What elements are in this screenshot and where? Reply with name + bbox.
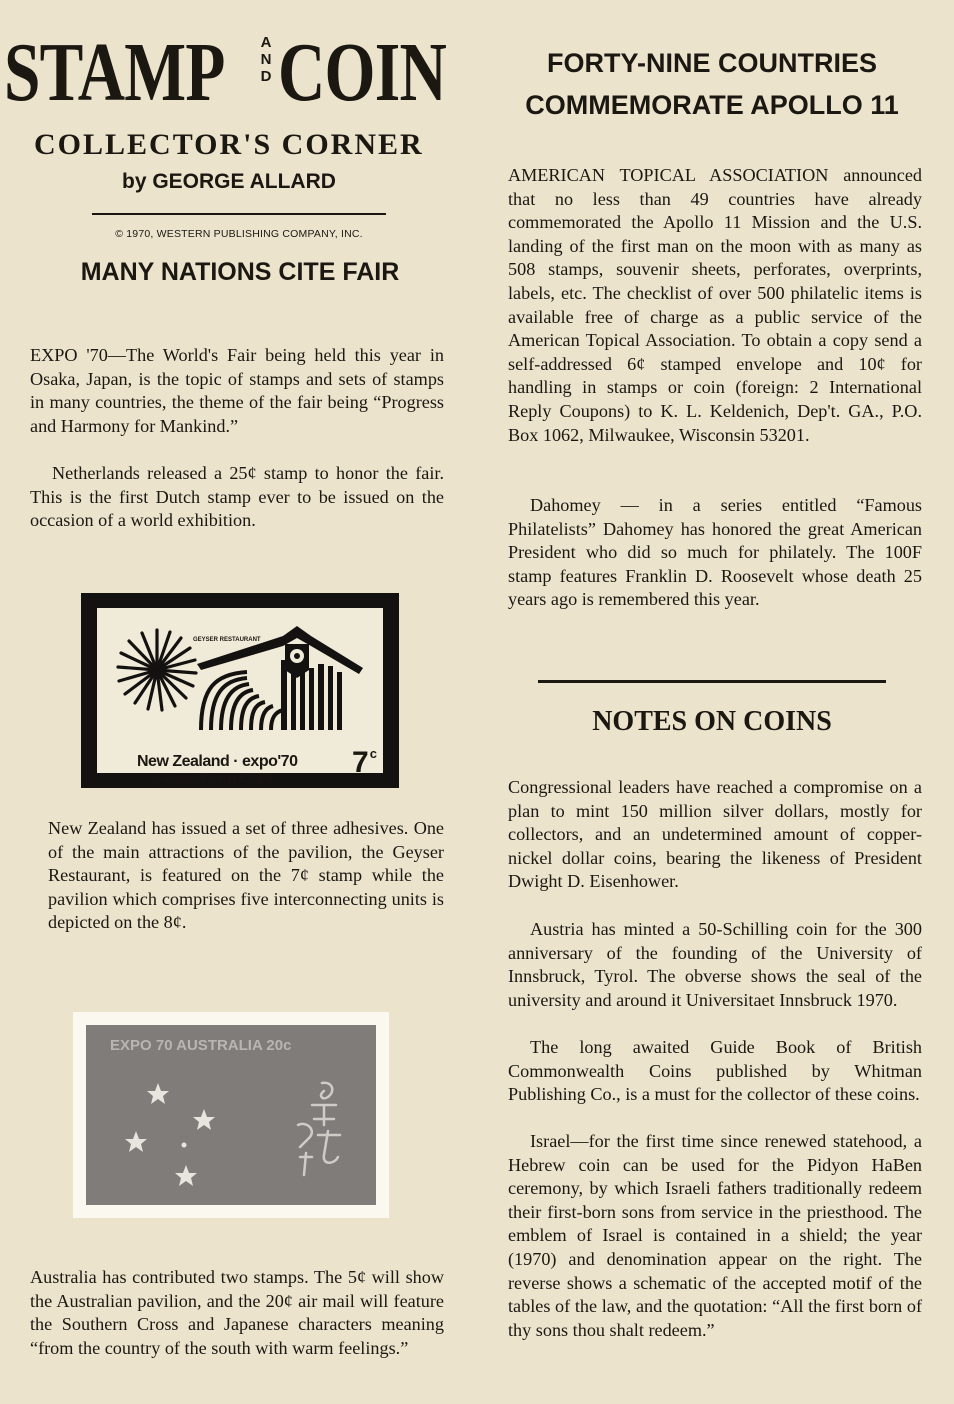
paragraph-dahomey: Dahomey — in a series entitled “Famous Philatelists” Dahomey has honored the great American President who did so much for philately. The 100F stamp features Franklin D. Roosevelt whose death 25 years ago is remembered this year. [508,495,922,610]
headline-many-nations: MANY NATIONS CITE FAIR [80,258,400,286]
copyright-notice: © 1970, WESTERN PUBLISHING COMPANY, INC. [115,228,363,240]
masthead-title-stamp: STAMP [4,26,225,119]
paragraph-austria: Austria has minted a 50-Schilling coin for the 300 anniversary of the founding of the University of Innsbruck, Tyrol. The obverse shows the seal of the university and around it Universitaet Innsbruck 1970. [508,919,922,1010]
masthead-rule [92,213,386,215]
headline-notes-on-coins: NOTES ON COINS [592,706,832,737]
masthead-title-and: A N D [260,34,272,85]
paragraph-netherlands: Netherlands released a 25¢ stamp to honor the fair. This is the first Dutch stamp ever to be issued on the occasion of a world exhibition. [30,463,444,531]
paragraph-guide-book: The long awaited Guide Book of British Commonwealth Coins published by Whitman Publishing Co., is a must for the collector of these coins. [508,1037,922,1105]
headline-apollo-line2: COMMEMORATE APOLLO 11 [525,90,899,120]
headline-apollo [500,42,924,126]
stamp-nz-country: New Zealand · expo'70 [137,753,298,770]
paragraph-expo70: EXPO '70—The World's Fair being held this year in Osaka, Japan, is the topic of stamps and sets of stamps in many countries, the theme of the fair being “Progress and Harmony for Mankind.” [30,345,444,436]
paragraph-topical-association: AMERICAN TOPICAL ASSOCIATION announced that no less than 49 countries have already commemorated the Apollo 11 Mission and the U.S. landing of the first man on the moon with as many as 508 stamps, souvenir sheets, perforates, overprints, labels, etc. The checklist of over 500 philatelic items is available free of charge as a public service of the American Topical Association. To obtain a copy send a self-addressed 6¢ stamped envelope and 10¢ for handling in stamps or coin (foreign: 2 International Reply Coupons) to K. L. Keldenich, Dep't. GA., P.O. Box 1062, Milwaukee, Wisconsin 53201. [508,165,922,445]
byline: by GEORGE ALLARD [122,170,336,193]
stamp-nz-denomination: 7$^c$ [352,746,377,779]
masthead-subtitle: COLLECTOR'S CORNER [34,128,424,161]
stamp-au-text: EXPO 70 AUSTRALIA 20c [110,1037,292,1054]
masthead-title-coin: COIN [278,26,446,119]
headline-apollo-line1: FORTY-NINE COUNTRIES [546,48,877,78]
paragraph-silver-dollars: Congressional leaders have reached a compromise on a plan to mint 150 million silver dollars, mostly for collectors, and an undetermined amount of copper-nickel dollar coins, bearing the likeness of President Dwight D. Eisenhower. [508,777,922,892]
paragraph-israel: Israel—for the first time since renewed statehood, a Hebrew coin can be used for the Pidyon HaBen ceremony, by which Israeli fathers traditionally redeem their first-born sons from service in the priesthood. The emblem of Israel is contained in a shield; the year (1970) and denomination appear on the right. The reverse shows a schematic of the accepted motif of the tables of the law, and the quotation: “All the first born of thy sons thou shalt redeem.” [508,1131,922,1340]
southern-cross-illustration [86,1025,376,1205]
paragraph-new-zealand: New Zealand has issued a set of three adhesives. One of the main attractions of the pavilion, the Geyser Restaurant, is featured on the 7¢ stamp while the pavilion which comprises five interconnecting units is depicted on the 8¢. [48,818,444,933]
stamp-nz-caption: GEYSER RESTAURANT [193,637,261,643]
stamp-new-zealand-image [81,593,399,788]
paragraph-australia: Australia has contributed two stamps. The 5¢ will show the Australian pavilion, and the 20¢ air mail will feature the Southern Cross and Japanese characters meaning “from the country of the south with warm feelings.” [30,1267,444,1358]
stamp-nz-japanese: ニュージーランド 日本万国博 [153,775,273,785]
geyser-restaurant-illustration [97,608,383,773]
stamp-australia-image [73,1012,389,1218]
section-divider-rule [538,680,886,683]
